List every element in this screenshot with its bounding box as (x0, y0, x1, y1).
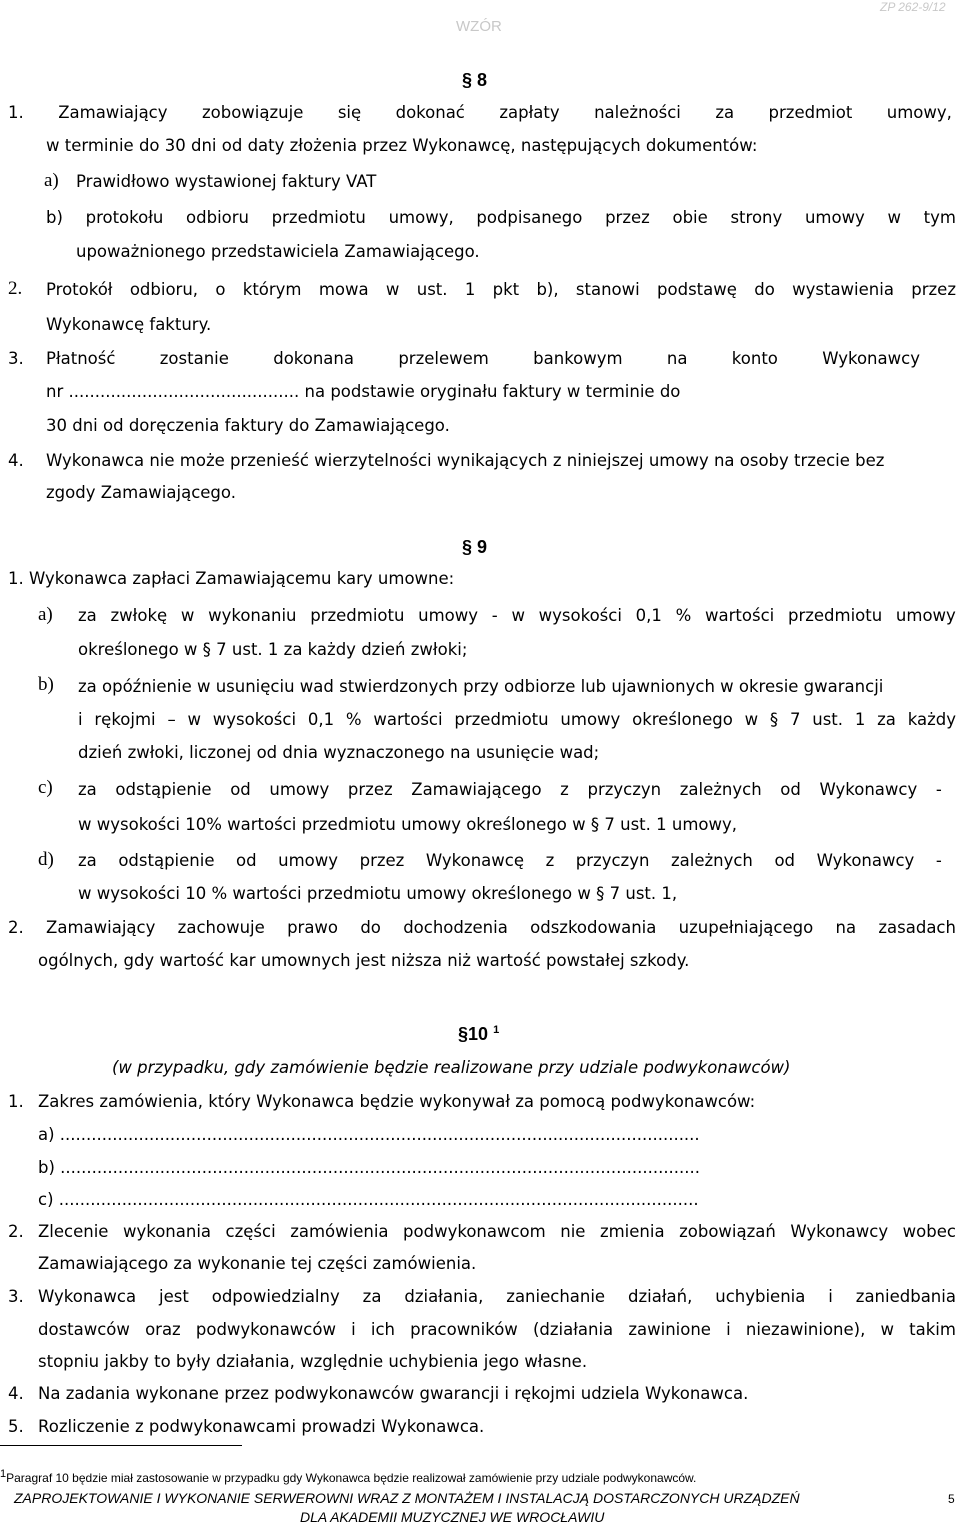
word: każdy (907, 710, 956, 729)
footnote-separator (0, 1445, 242, 1446)
word: wysokości (212, 710, 297, 729)
word: prawo (287, 918, 339, 937)
word: w (887, 208, 901, 227)
page-number: 5 (948, 1492, 955, 1506)
word: strony (730, 208, 783, 227)
word: dokonać (395, 103, 465, 122)
word: do (754, 280, 775, 299)
word: Wykonawcy (822, 349, 920, 368)
word: protokołu (85, 208, 164, 227)
word: – (167, 710, 176, 729)
s8-p1-line1 (8, 103, 952, 123)
word: umowy, (886, 103, 952, 122)
s8-p2-line1 (46, 280, 956, 300)
word: - (935, 851, 942, 870)
s8-item-a-marker: a) (44, 170, 59, 191)
word: ust. (812, 710, 844, 729)
word: umowy, (388, 208, 454, 227)
word: zaniedbania (855, 1287, 956, 1306)
footer-title-line1: ZAPROJEKTOWANIE I WYKONANIE SERWEROWNI WRAZ Z MONTAŻEM I INSTALACJĄ DOSTARCZONYCH URZĄDZEŃ (14, 1490, 800, 1506)
word: wykonaniu (208, 606, 297, 625)
word: § (769, 710, 779, 729)
footnote (0, 1468, 696, 1485)
word: (działania (532, 1320, 614, 1339)
word: % (345, 710, 362, 729)
s10-p1-text: Zakres zamówienia, który Wykonawca będzie wykonywał za pomocą podwykonawców: (38, 1092, 756, 1111)
word: działania, (404, 1287, 484, 1306)
word: odpowiedzialny (211, 1287, 340, 1306)
header-title: WZÓR (456, 18, 502, 35)
word: odszkodowania (530, 918, 657, 937)
word: Wykonawcy (816, 851, 915, 870)
word: 7 (789, 710, 801, 729)
s10-p5-number: 5. (8, 1417, 24, 1436)
s8-p4-number: 4. (8, 451, 24, 470)
s9-item-c-marker: c) (38, 777, 53, 798)
word: za (78, 780, 97, 799)
word: zaniechanie (506, 1287, 606, 1306)
word: w (180, 606, 195, 625)
s8-p2-line2: Wykonawcę faktury. (46, 315, 212, 334)
word: zachowuje (177, 918, 265, 937)
word: za (78, 606, 97, 625)
word: w (385, 280, 400, 299)
s9-item-d-marker: d) (38, 849, 54, 870)
word: określonego (632, 710, 733, 729)
word: zasadach (878, 918, 956, 937)
s10-p3-line3: stopniu jakby to były działania, względnie uchybienia jego własne. (38, 1352, 588, 1371)
section-10-heading-text: §10 (458, 1024, 489, 1044)
word: przedmiotu (787, 606, 883, 625)
word: - (935, 780, 942, 799)
word: dostawców (38, 1320, 130, 1339)
word: przedmiotu (271, 208, 366, 227)
word: przelewem (398, 349, 489, 368)
word: odstąpienie (115, 780, 212, 799)
word: wystawienia (792, 280, 894, 299)
word: od (774, 851, 796, 870)
word: mowa (318, 280, 369, 299)
word: zobowiązań (679, 1222, 776, 1241)
word: wykonania (122, 1222, 212, 1241)
word: za (362, 1287, 382, 1306)
footnote-text: Paragraf 10 będzie miał zastosowanie w przypadku gdy Wykonawca będzie realizował zamówienie przy udziale podwykonawców. (6, 1471, 697, 1485)
word: odstąpienie (118, 851, 215, 870)
word: 1. (8, 103, 24, 122)
word: wobec (902, 1222, 956, 1241)
word: rękojmi (94, 710, 156, 729)
word: umowy (895, 606, 956, 625)
word: zależnych (670, 851, 753, 870)
word: za (78, 851, 97, 870)
word: % (675, 606, 692, 625)
word: uchybienia (715, 1287, 806, 1306)
s10-p2-line1 (38, 1222, 956, 1242)
s9-item-c-line1 (78, 780, 942, 800)
footer-title-line2: DLA AKADEMII MUZYCZNEJ WE WROCŁAWIU (300, 1509, 605, 1525)
word: odbioru (186, 208, 249, 227)
word: Wykonawca (38, 1287, 137, 1306)
word: odbioru, (129, 280, 199, 299)
s10-item-c: c) .......................................................................................................................... (38, 1190, 699, 1209)
word: ich (370, 1320, 395, 1339)
word: ust. (416, 280, 448, 299)
word: w (744, 710, 759, 729)
word: przedmiotu (454, 710, 549, 729)
word: należności (594, 103, 681, 122)
word: dochodzenia (403, 918, 508, 937)
word: podwykonawcom (403, 1222, 546, 1241)
word: Zamawiający (46, 918, 156, 937)
word: 0,1 (635, 606, 662, 625)
s8-p3-line1 (46, 349, 920, 369)
s8-p2-number: 2. (8, 278, 23, 299)
section-9-heading: § 9 (462, 537, 488, 557)
word: zobowiązuje (201, 103, 304, 122)
word: do (360, 918, 381, 937)
word: umowy (804, 208, 865, 227)
s10-p1-number: 1. (8, 1092, 24, 1111)
s9-item-c-line2: w wysokości 10% wartości przedmiotu umowy określonego w § 7 ust. 1 umowy, (78, 815, 738, 834)
word: i (78, 710, 83, 729)
word: Wykonawcę (425, 851, 525, 870)
word: 2. (8, 918, 24, 937)
word: b) (46, 208, 63, 227)
word: Zamawiającego (411, 780, 542, 799)
s8-p3-line2: nr ............................................ na podstawie oryginału faktury w terminie do (46, 382, 681, 401)
word: zawinione (628, 1320, 711, 1339)
word: w (511, 606, 525, 625)
word: pkt (492, 280, 520, 299)
word: umowy (560, 710, 621, 729)
word: umowy (278, 851, 339, 870)
word: przez (359, 851, 405, 870)
word: przyczyn (575, 851, 650, 870)
s8-p4-line1: Wykonawca nie może przenieść wierzytelności wynikających z niniejszej umowy na osoby trzecie bez (46, 451, 885, 470)
word: podpisanego (476, 208, 583, 227)
word: oraz (145, 1320, 181, 1339)
word: wartości (373, 710, 443, 729)
word: i (351, 1320, 356, 1339)
s8-item-a-text: Prawidłowo wystawionej faktury VAT (76, 172, 377, 191)
word: wartości (705, 606, 775, 625)
word: obie (672, 208, 708, 227)
word: się (337, 103, 362, 122)
word: na (666, 349, 688, 368)
word: za (715, 103, 735, 122)
s10-subtitle: (w przypadku, gdy zamówienie będzie realizowane przy udziale podwykonawców) (112, 1058, 791, 1077)
word: Wykonawcy (790, 1222, 889, 1241)
word: Protokół (46, 280, 113, 299)
section-8-heading: § 8 (462, 70, 488, 90)
word: Płatność (46, 349, 116, 368)
word: z (560, 780, 569, 799)
s10-item-a: a) .......................................................................................................................... (38, 1125, 700, 1144)
s9-item-d-line1 (78, 851, 942, 871)
s9-item-d-line2: w wysokości 10 % wartości przedmiotu umowy określonego w § 7 ust. 1, (78, 884, 678, 903)
s8-item-b-line1 (46, 208, 956, 228)
s9-item-b-line2 (78, 710, 956, 730)
word: Zlecenie (38, 1222, 109, 1241)
word: przez (911, 280, 956, 299)
word: 1 (854, 710, 866, 729)
word: dokonana (273, 349, 354, 368)
word: umowy (269, 780, 330, 799)
s10-p4-number: 4. (8, 1384, 24, 1403)
s9-item-a-marker: a) (38, 604, 53, 625)
word: konto (731, 349, 778, 368)
word: stanowi (575, 280, 640, 299)
word: jest (159, 1287, 189, 1306)
s8-p3-line3: 30 dni od doręczenia faktury do Zamawiającego. (46, 416, 450, 435)
word: Zamawiający (58, 103, 168, 122)
word: niezawinione), (745, 1320, 866, 1339)
s10-p4-text: Na zadania wykonane przez podwykonawców gwarancji i rękojmi udziela Wykonawca. (38, 1384, 749, 1403)
word: - (491, 606, 498, 625)
word: i (828, 1287, 833, 1306)
word: podwykonawców (195, 1320, 336, 1339)
word: którym (242, 280, 302, 299)
s10-item-b: b) .......................................................................................................................... (38, 1158, 701, 1177)
word: Wykonawcy (819, 780, 918, 799)
word: zostanie (159, 349, 229, 368)
word: bankowym (533, 349, 623, 368)
footnote-reference: 1 (493, 1024, 500, 1036)
word: uzupełniającego (678, 918, 814, 937)
word: w (880, 1320, 894, 1339)
document-reference: ZP 262-9/12 (880, 0, 946, 14)
s9-item-b-line3: dzień zwłoki, liczonej od dnia wyznaczonego na usunięcie wad; (78, 743, 600, 762)
word: w (187, 710, 201, 729)
word: takim (909, 1320, 956, 1339)
s9-item-b-line1: za opóźnienie w usunięciu wad stwierdzonych przy odbiorze lub ujawnionych w okresie gwarancji (78, 677, 884, 696)
s10-p3-line2 (38, 1320, 956, 1340)
word: nie (560, 1222, 586, 1241)
word: przedmiot (768, 103, 853, 122)
word: zmienia (599, 1222, 665, 1241)
word: od (230, 780, 251, 799)
word: i (726, 1320, 731, 1339)
s8-p3-number: 3. (8, 349, 24, 368)
word: b), (536, 280, 559, 299)
word: zwłokę (110, 606, 168, 625)
word: z (545, 851, 555, 870)
word: części (225, 1222, 276, 1241)
word: przedmiotu (310, 606, 405, 625)
s9-item-a-line2: określonego w § 7 ust. 1 za każdy dzień zwłoki; (78, 640, 468, 659)
word: zamówienia (290, 1222, 389, 1241)
word: przez (347, 780, 393, 799)
s9-p1: 1. Wykonawca zapłaci Zamawiającemu kary umowne: (8, 569, 455, 588)
word: pracowników (410, 1320, 518, 1339)
s10-p5-text: Rozliczenie z podwykonawcami prowadzi Wykonawca. (38, 1417, 485, 1436)
word: przyczyn (587, 780, 662, 799)
word: 1 (464, 280, 476, 299)
s10-p2-line2: Zamawiającego za wykonanie tej części zamówienia. (38, 1254, 477, 1273)
word: zapłaty (499, 103, 560, 122)
s9-p2-line2: ogólnych, gdy wartość kar umownych jest niższa niż wartość powstałej szkody. (38, 951, 690, 970)
s10-p3-line1 (38, 1287, 956, 1307)
word: od (780, 780, 801, 799)
word: zależnych (679, 780, 762, 799)
word: o (215, 280, 226, 299)
word: tym (923, 208, 956, 227)
word: wysokości (538, 606, 622, 625)
word: podstawę (657, 280, 737, 299)
s9-p2-line1 (8, 918, 956, 938)
section-10-heading (458, 1024, 499, 1045)
word: przez (605, 208, 650, 227)
s9-item-b-marker: b) (38, 674, 54, 695)
footnote-mark: 1 (0, 1468, 7, 1480)
word: od (236, 851, 257, 870)
word: działań, (628, 1287, 693, 1306)
s8-p4-line2: zgody Zamawiającego. (46, 483, 236, 502)
s9-item-a-line1 (78, 606, 956, 626)
word: za (877, 710, 896, 729)
s10-p2-number: 2. (8, 1222, 24, 1241)
word: umowy (418, 606, 479, 625)
s10-p3-number: 3. (8, 1287, 24, 1306)
s8-item-b-line2: upoważnionego przedstawiciela Zamawiającego. (76, 242, 480, 261)
word: na (835, 918, 857, 937)
word: 0,1 (307, 710, 335, 729)
s8-p1-line2: w terminie do 30 dni od daty złożenia przez Wykonawcę, następujących dokumentów: (46, 136, 758, 155)
